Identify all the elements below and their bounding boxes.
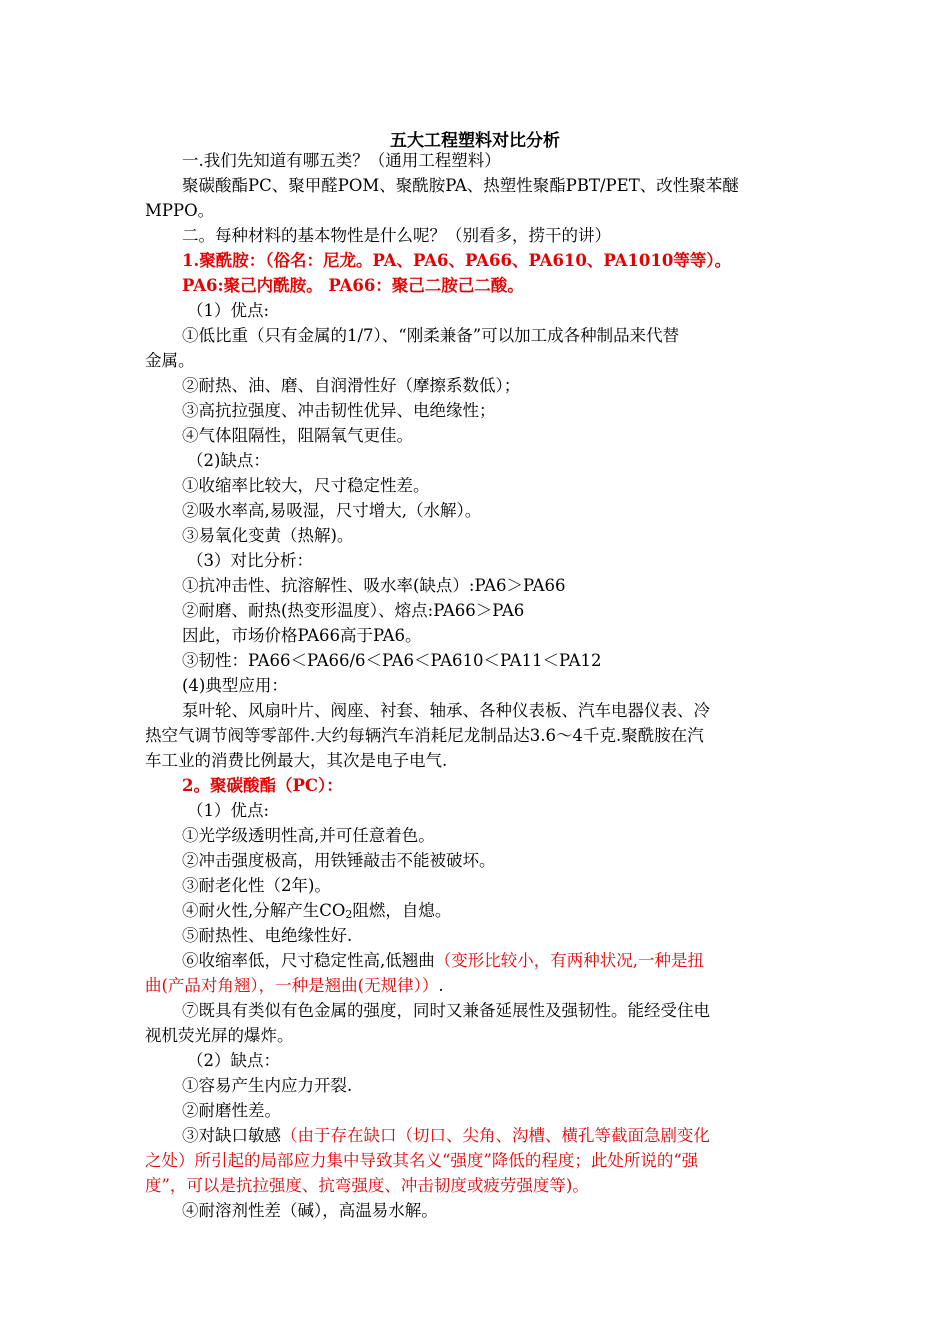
- pa-disadvantage-3: ③易氧化变黄（热解)。: [182, 526, 354, 545]
- pc-advantage-4-tail: 阻燃，自熄。: [352, 901, 452, 920]
- pa-comparison-4: ③韧性：PA66＜PA66/6＜PA6＜PA610＜PA11＜PA12: [182, 651, 602, 670]
- pc-advantage-6-text: ⑥收缩率低，尺寸稳定性高,低翘曲: [182, 951, 435, 970]
- pc-disadvantage-3a: [182, 1124, 808, 1149]
- pa-comparison-label: （3）对比分析：: [187, 551, 313, 570]
- pc-advantage-6-period: .: [438, 976, 444, 995]
- pa-advantages-label: （1）优点:: [187, 301, 270, 320]
- pa-applications-label: (4)典型应用：: [182, 676, 288, 695]
- pa-heading: 1.聚酰胺：（俗名：尼龙。PA、PA6、PA66、PA610、PA1010等等）。: [182, 251, 732, 270]
- pa-applications-2: 热空气调节阀等零部件.大约每辆汽车消耗尼龙制品达3.6～4千克.聚酰胺在汽: [145, 726, 704, 745]
- section-one-heading: 一.我们先知道有哪五类？（通用工程塑料）: [182, 151, 501, 170]
- pc-advantage-5: ⑤耐热性、电绝缘性好.: [182, 926, 353, 945]
- pa-disadvantage-1: ①收缩率比较大，尺寸稳定性差。: [182, 476, 430, 495]
- section-two-heading: 二。每种材料的基本物性是什么呢？（别看多，捞干的讲）: [182, 226, 611, 245]
- pc-advantage-6-note-cont: 曲(产品对角翘），一种是翘曲(无规律））: [145, 976, 439, 995]
- pc-disadvantages-label: （2）缺点：: [187, 1051, 280, 1070]
- pc-advantage-3: ③耐老化性（2年)。: [182, 876, 331, 895]
- pa-comparison-2: ②耐磨、耐热(热变形温度）、熔点:PA66＞PA6: [182, 601, 525, 620]
- pc-disadvantage-1: ①容易产生内应力开裂.: [182, 1076, 353, 1095]
- pa-advantage-2: ②耐热、油、磨、自润滑性好（摩擦系数低）；: [182, 376, 521, 395]
- pc-advantage-4-text: ④耐火性,分解产生CO: [182, 901, 346, 920]
- pa-disadvantages-label: （2)缺点：: [187, 451, 270, 470]
- pc-advantage-6a: [182, 949, 808, 974]
- pa-advantage-3: ③高抗拉强度、冲击韧性优异、电绝缘性；: [182, 401, 496, 420]
- pc-advantages-label: （1）优点:: [187, 801, 270, 820]
- pa-applications-1: 泵叶轮、风扇叶片、阀座、衬套、轴承、各种仪表板、汽车电器仪表、冷: [182, 701, 710, 720]
- pa-applications-3: 车工业的消费比例最大，其次是电子电气.: [145, 751, 448, 770]
- plastics-list-line-1: 聚碳酸酯PC、聚甲醛POM、聚酰胺PA、热塑性聚酯PBT/PET、改性聚苯醚: [182, 176, 739, 195]
- pa-advantage-4: ④气体阻隔性，阻隔氧气更佳。: [182, 426, 413, 445]
- pa-advantage-1a: ①低比重（只有金属的1/7）、“刚柔兼备”可以加工成各种制品来代替: [182, 326, 680, 345]
- pc-disadvantage-3b: 之处）所引起的局部应力集中导致其名义“强度”降低的程度；此处所说的“强: [145, 1151, 699, 1170]
- pa-comparison-1: ①抗冲击性、抗溶解性、吸水率(缺点）:PA6＞PA66: [182, 576, 566, 595]
- pc-disadvantage-4: ④耐溶剂性差（碱），高温易水解。: [182, 1201, 438, 1220]
- document-title: 五大工程塑料对比分析: [390, 131, 560, 151]
- pc-heading: 2。聚碳酸酯（PC）：: [182, 776, 343, 795]
- pa-comparison-3: 因此，市场价格PA66高于PA6。: [182, 626, 422, 645]
- pa-advantage-1b: 金属。: [145, 351, 195, 370]
- pc-disadvantage-3c: 度”，可以是抗拉强度、抗弯强度、冲击韧度或疲劳强度等)。: [145, 1176, 589, 1195]
- co2-subscript: 2: [345, 908, 353, 921]
- pc-advantage-7b: 视机荧光屏的爆炸。: [145, 1026, 294, 1045]
- pc-disadvantage-3-note: （由于存在缺口（切口、尖角、沟槽、横孔等截面急剧变化: [281, 1126, 710, 1145]
- plastics-list-line-2: MPPO。: [145, 201, 215, 220]
- pc-advantage-6-note: （变形比较小，有两种状况,一种是扭: [434, 951, 704, 970]
- pa-disadvantage-2: ②吸水率高,易吸湿，尺寸增大,（水解）。: [182, 501, 482, 520]
- pc-disadvantage-2: ②耐磨性差。: [182, 1101, 281, 1120]
- pc-advantage-2: ②冲击强度极高，用铁锤敲击不能被破坏。: [182, 851, 496, 870]
- pc-disadvantage-3-text: ③对缺口敏感: [182, 1126, 281, 1145]
- pa-subheading: PA6:聚己内酰胺。 PA66：聚己二胺己二酸。: [182, 276, 524, 295]
- pc-advantage-7a: ⑦既具有类似有色金属的强度，同时又兼备延展性及强韧性。能经受住电: [182, 1001, 710, 1020]
- pc-advantage-1: ①光学级透明性高,并可任意着色。: [182, 826, 435, 845]
- pc-advantage-6b: [145, 974, 771, 999]
